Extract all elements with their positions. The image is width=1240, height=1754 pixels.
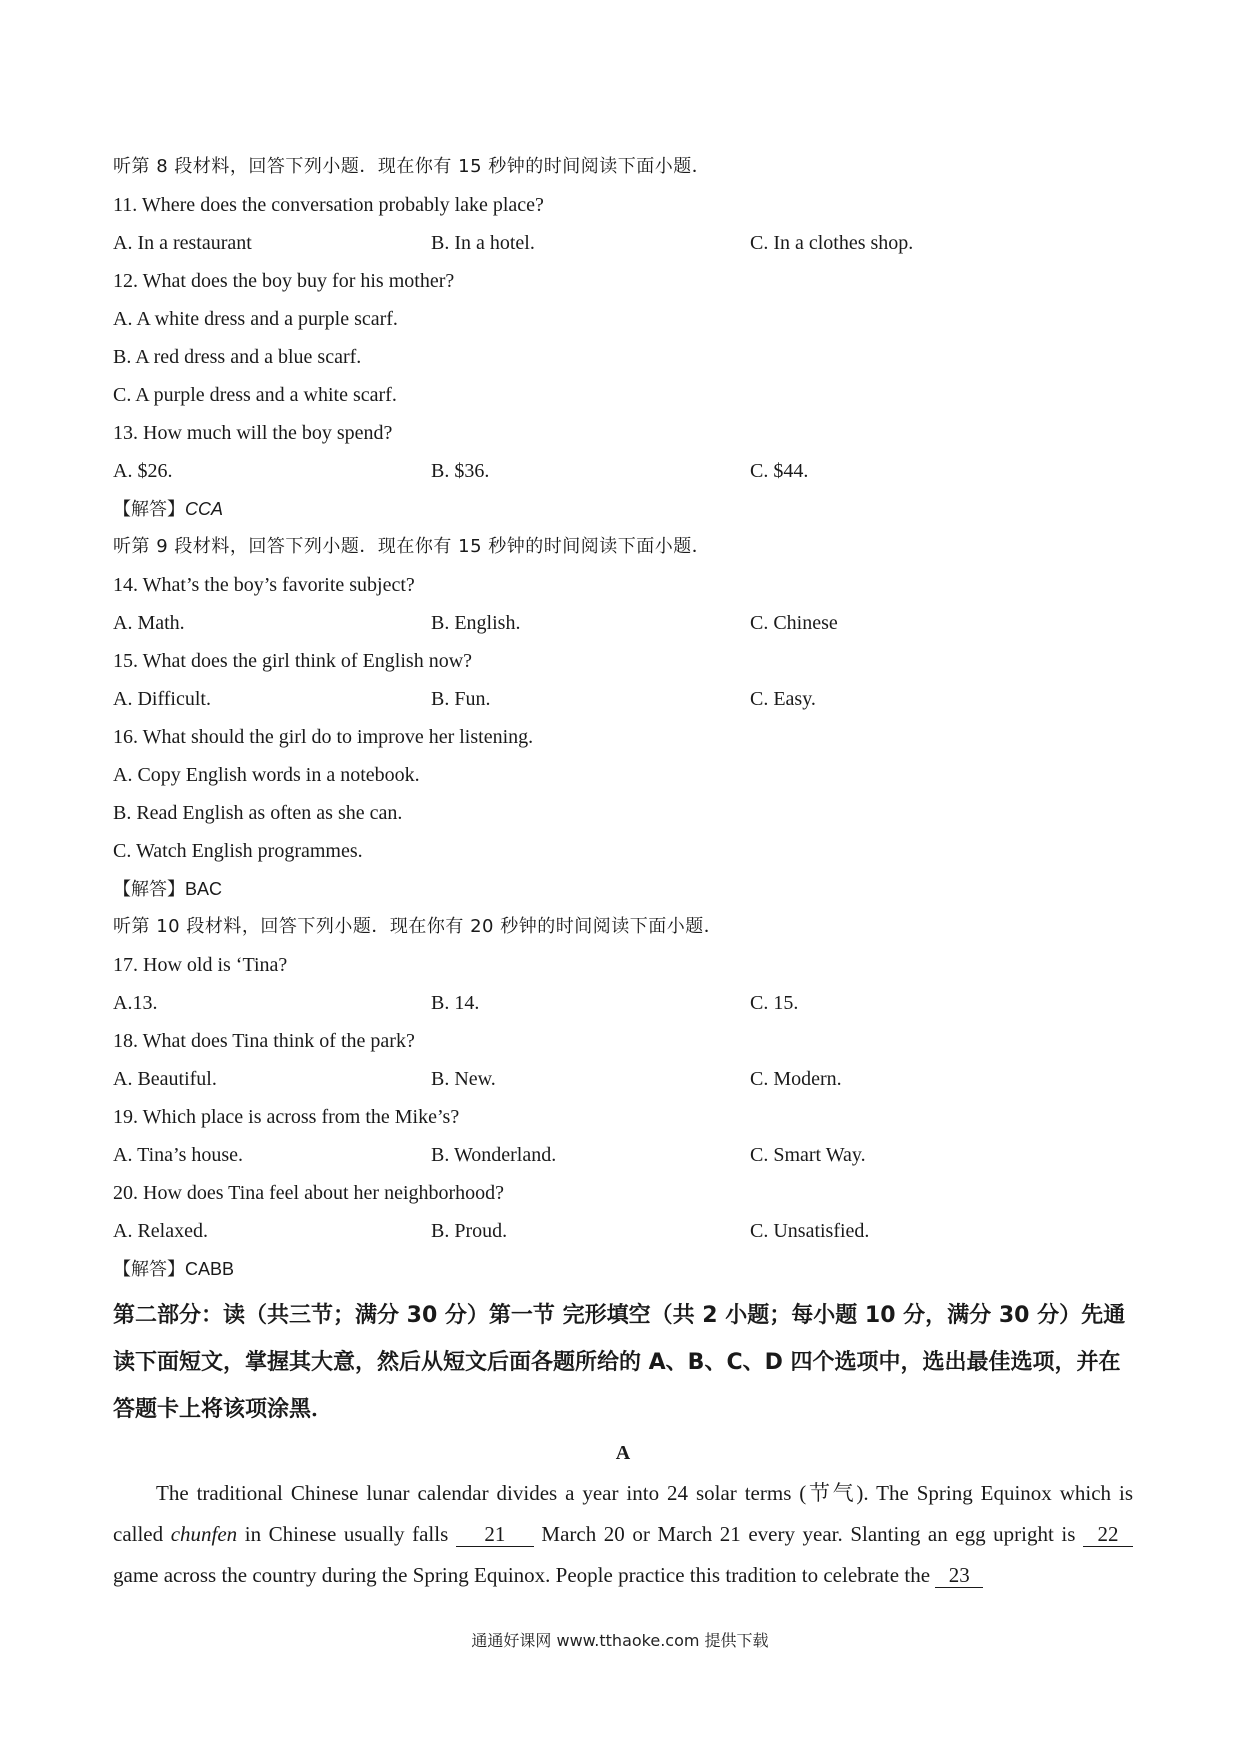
section-letter: A [615, 1442, 631, 1464]
answer-value: CABB [185, 1259, 235, 1279]
question-stem: 11. Where does the conversation probably lake place? [113, 194, 544, 216]
exam-page [113, 148, 1133, 1596]
answer-key [113, 490, 1133, 528]
answer-option: C. Easy. [750, 688, 816, 710]
answer-value: CCA [185, 499, 224, 519]
option-row [113, 452, 1133, 490]
listening-intro: 听第 9 段材料，回答下列小题．现在你有 15 秒钟的时间阅读下面小题． [113, 536, 711, 557]
answer-option: A.13. [113, 992, 158, 1014]
part-two-heading: 第二部分：读（共三节；满分 30 分）第一节 完形填空（共 2 小题；每小题 10 分，满分 30 分）先通读下面短文，掌握其大意，然后从短文后面各题所给的 A、B、C、D 四个选项中，选出最佳选项，并在答题卡上将该项涂黑． [113, 1303, 1126, 1422]
question-stem: 18. What does Tina think of the park? [113, 1030, 415, 1052]
option-row [113, 224, 1133, 262]
answer-option: A. $26. [113, 460, 173, 482]
answer-option: B. A red dress and a blue scarf. [113, 346, 362, 368]
passage-text: The traditional Chinese lunar calendar divides a year into 24 solar terms (节气). The Spring Equinox which is called [113, 1481, 1133, 1546]
answer-option: B. 14. [431, 992, 480, 1014]
answer-option: C. Chinese [750, 612, 838, 634]
option-row [113, 1136, 1133, 1174]
answer-label: 【解答】 [113, 1259, 185, 1280]
option-row [113, 680, 1133, 718]
blank-22: 22 [1083, 1522, 1133, 1547]
question-stem: 20. How does Tina feel about her neighborhood? [113, 1182, 505, 1204]
answer-option: A. Copy English words in a notebook. [113, 764, 420, 786]
question-stem: 12. What does the boy buy for his mother? [113, 270, 455, 292]
option-row [113, 604, 1133, 642]
answer-option: B. Wonderland. [431, 1144, 557, 1166]
question-stem: 15. What does the girl think of English now? [113, 650, 473, 672]
answer-option: A. Difficult. [113, 688, 211, 710]
answer-option: C. Unsatisfied. [750, 1220, 870, 1242]
answer-option: C. Watch English programmes. [113, 840, 363, 862]
option-row [113, 984, 1133, 1022]
answer-value: BAC [185, 879, 223, 899]
answer-option: B. In a hotel. [431, 232, 535, 254]
passage-paragraph [113, 1473, 1133, 1596]
question-stem: 19. Which place is across from the Mike’s? [113, 1106, 460, 1128]
option-row [113, 1212, 1133, 1250]
passage-italic-term: chunfen [170, 1522, 238, 1546]
passage-text: game across the country during the Spring Equinox. People practice this tradition to celebrate the [113, 1563, 936, 1587]
answer-option: C. Modern. [750, 1068, 842, 1090]
answer-option: A. In a restaurant [113, 232, 252, 254]
answer-option: C. A purple dress and a white scarf. [113, 384, 397, 406]
answer-key [113, 1250, 1133, 1288]
listening-intro: 听第 10 段材料，回答下列小题．现在你有 20 秒钟的时间阅读下面小题． [113, 916, 723, 937]
answer-option: A. Math. [113, 612, 185, 634]
answer-option: C. In a clothes shop. [750, 232, 914, 254]
answer-option: C. $44. [750, 460, 809, 482]
listening-intro: 听第 8 段材料，回答下列小题．现在你有 15 秒钟的时间阅读下面小题． [113, 156, 711, 177]
answer-option: A. A white dress and a purple scarf. [113, 308, 398, 330]
page-footer: 通通好课网 www.tthaoke.com 提供下载 [471, 1631, 769, 1650]
answer-option: B. Fun. [431, 688, 491, 710]
passage-text: in Chinese usually falls [237, 1522, 456, 1546]
answer-option: A. Tina’s house. [113, 1144, 244, 1166]
answer-key [113, 870, 1133, 908]
option-row [113, 1060, 1133, 1098]
blank-21: 21 [456, 1522, 534, 1547]
answer-option: C. Smart Way. [750, 1144, 866, 1166]
answer-option: B. $36. [431, 460, 490, 482]
blank-23: 23 [935, 1563, 983, 1588]
question-stem: 16. What should the girl do to improve her listening. [113, 726, 534, 748]
answer-option: A. Beautiful. [113, 1068, 217, 1090]
answer-option: B. Read English as often as she can. [113, 802, 403, 824]
answer-label: 【解答】 [113, 879, 185, 900]
question-stem: 17. How old is ‘Tina? [113, 954, 288, 976]
question-stem: 14. What’s the boy’s favorite subject? [113, 574, 415, 596]
answer-label: 【解答】 [113, 499, 185, 520]
question-stem: 13. How much will the boy spend? [113, 422, 393, 444]
answer-option: B. English. [431, 612, 521, 634]
answer-option: A. Relaxed. [113, 1220, 208, 1242]
passage-text: March 20 or March 21 every year. Slanting an egg upright is [533, 1522, 1083, 1546]
answer-option: B. Proud. [431, 1220, 508, 1242]
answer-option: C. 15. [750, 992, 799, 1014]
answer-option: B. New. [431, 1068, 496, 1090]
